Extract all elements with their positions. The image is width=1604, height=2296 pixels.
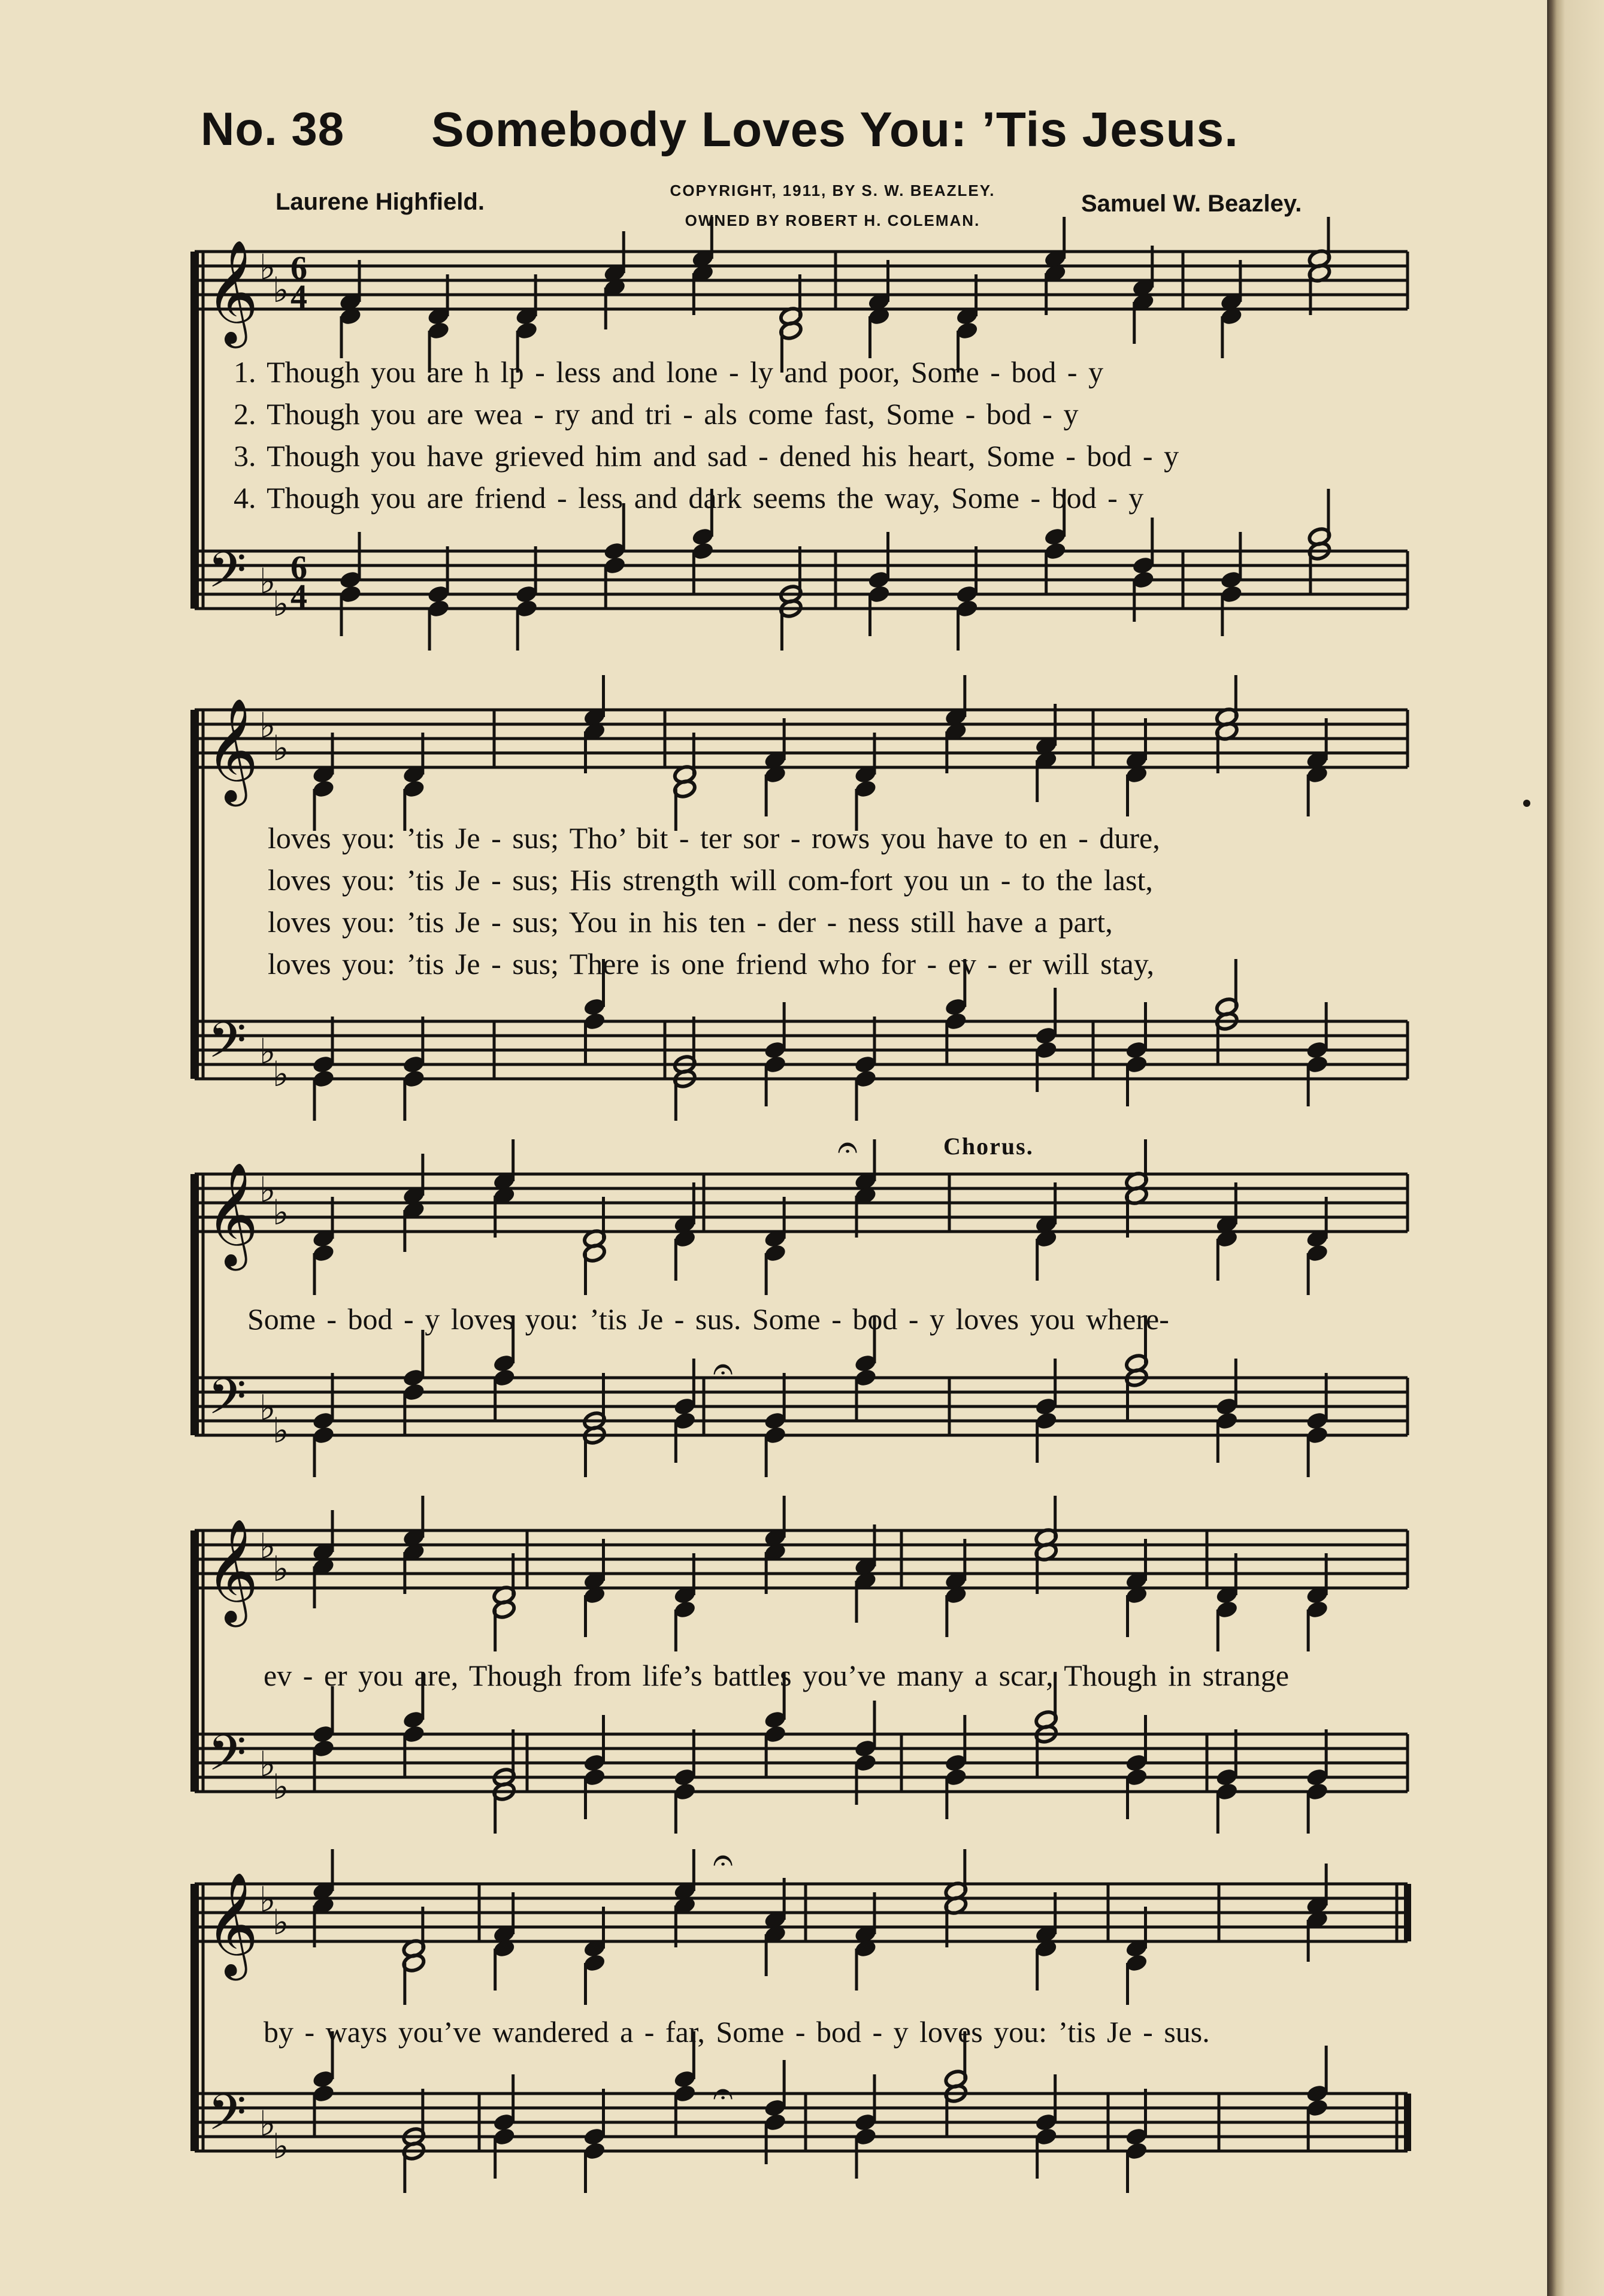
treble-clef-icon: 𝄞 [205, 240, 259, 344]
flat-icon: ♭ [259, 705, 276, 746]
fermata-icon: 𝄐 [837, 1126, 858, 1168]
flat-icon: ♭ [273, 1548, 289, 1589]
author-credit: Laurene Highfield. [276, 189, 485, 215]
bass-clef-icon: 𝄢 [208, 2083, 247, 2153]
lyric-verse-1: loves you: ’tis Je - sus; Tho’ bit - ter sor - rows you have to en - dure, [268, 821, 1160, 855]
chorus-lyric: by - ways you’ve wandered a - far, Some - bod - y loves you: ’tis Je - sus. [264, 2015, 1210, 2049]
flat-icon: ♭ [259, 1387, 276, 1428]
flat-icon: ♭ [273, 728, 289, 769]
treble-clef-icon: 𝄞 [205, 1518, 259, 1623]
owner-line: OWNED BY ROBERT H. COLEMAN. [685, 211, 980, 229]
bass-clef-icon: 𝄢 [208, 1011, 247, 1081]
chorus-lyric: ev - er you are, Though from life’s battles you’ve many a scar, Though in strange [264, 1659, 1290, 1692]
flat-icon: ♭ [259, 1031, 276, 1072]
lyric-verse-3: loves you: ’tis Je - sus; You in his ten - der - ness still have a part, [268, 905, 1113, 939]
time-signature-bottom: 4 [290, 578, 307, 615]
lyric-verse-4: loves you: ’tis Je - sus; There is one friend who for - ev - er will stay, [268, 947, 1154, 981]
flat-icon: ♭ [259, 1879, 276, 1920]
flat-icon: ♭ [273, 1410, 289, 1451]
lyric-verse-1: 1. Though you are h lp - less and lone - ly and poor, Some - bod - y [234, 355, 1104, 389]
fermata-icon: 𝄐 [713, 2073, 733, 2115]
bass-clef-icon: 𝄢 [208, 1368, 247, 1438]
flat-icon: ♭ [273, 1192, 289, 1233]
lyric-verse-3: 3. Though you have grieved him and sad - dened his heart, Some - bod - y [234, 439, 1179, 473]
flat-icon: ♭ [259, 2103, 276, 2144]
flat-icon: ♭ [273, 2126, 289, 2167]
flat-icon: ♭ [273, 1902, 289, 1943]
bass-clef-icon: 𝄢 [208, 541, 247, 611]
final-barline [1404, 2094, 1411, 2151]
hymn-title: Somebody Loves You: ’Tis Jesus. [431, 102, 1239, 157]
treble-clef-icon: 𝄞 [205, 1162, 259, 1266]
margin-mark [1523, 800, 1530, 807]
lyric-verse-2: 2. Though you are wea - ry and tri - als come fast, Some - bod - y [234, 397, 1079, 431]
treble-clef-icon: 𝄞 [205, 1872, 259, 1976]
final-barline [1404, 1884, 1411, 1941]
hymn-number: No. 38 [201, 102, 345, 155]
lyric-verse-4: 4. Though you are friend - less and dark seems the way, Some - bod - y [234, 481, 1144, 515]
lyric-verse-2: loves you: ’tis Je - sus; His strength will com-fort you un - to the last, [268, 863, 1153, 897]
chorus-label: Chorus. [943, 1133, 1034, 1160]
time-signature-bottom: 4 [290, 279, 307, 316]
flat-icon: ♭ [259, 561, 276, 601]
page-binding-edge [1547, 0, 1604, 2296]
bass-clef-icon: 𝄢 [208, 1724, 247, 1794]
fermata-icon: 𝄐 [713, 1348, 733, 1390]
flat-icon: ♭ [259, 247, 276, 288]
copyright-line: COPYRIGHT, 1911, BY S. W. BEAZLEY. [670, 181, 995, 199]
flat-icon: ♭ [259, 1744, 276, 1784]
treble-clef-icon: 𝄞 [205, 698, 259, 802]
fermata-icon: 𝄐 [713, 1839, 733, 1881]
flat-icon: ♭ [273, 1766, 289, 1807]
flat-icon: ♭ [273, 583, 289, 624]
composer-credit: Samuel W. Beazley. [1081, 190, 1302, 217]
time-signature-top: 6 [290, 250, 307, 287]
flat-icon: ♭ [259, 1526, 276, 1566]
chorus-lyric: Some - bod - y loves you: ’tis Je - sus. Some - bod - y loves you where- [247, 1302, 1169, 1336]
time-signature-top: 6 [290, 549, 307, 586]
flat-icon: ♭ [259, 1169, 276, 1210]
flat-icon: ♭ [273, 270, 289, 310]
flat-icon: ♭ [273, 1054, 289, 1094]
